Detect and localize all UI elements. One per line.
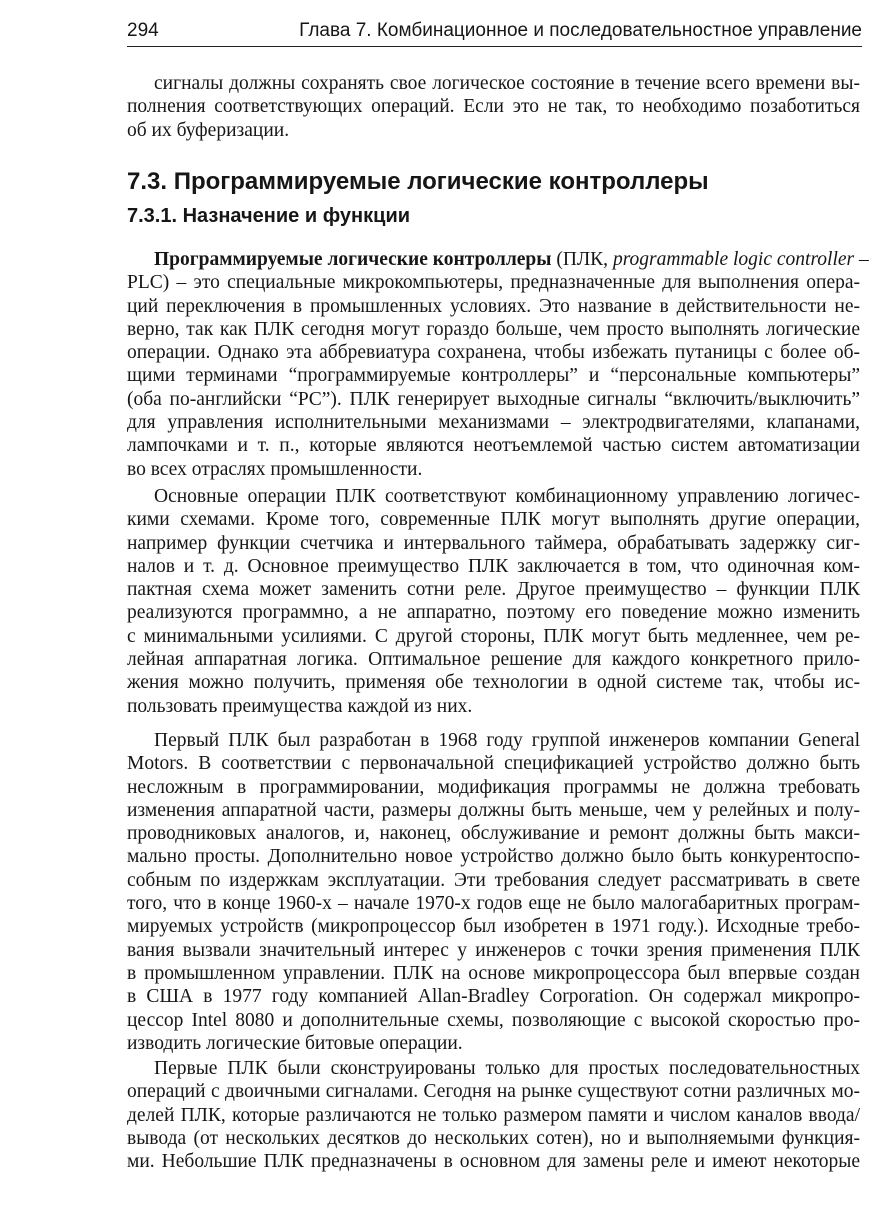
- paragraph-line: цессор Intel 8080 и дополнительные схемы, позволяющие с высокой скоростью про-: [127, 1009, 860, 1031]
- paragraph-line: мируемых устройств (микропроцессор был изобретен в 1971 году.). Исходные требо-: [127, 916, 860, 938]
- paragraph-line: например функции счетчика и интервального таймера, обрабатывать задержку сиг-: [127, 532, 860, 554]
- paragraph-line: мально просты. Дополнительно новое устройство должно было быть конкурентоспо-: [127, 846, 860, 868]
- paragraph-line: ми. Небольшие ПЛК предназначены в основном для замены реле и имеют некоторые: [127, 1151, 860, 1173]
- paragraph-line: изводить логические битовые операции.: [127, 1032, 463, 1054]
- section-heading: 7.3. Программируемые логические контроллеры: [127, 168, 709, 195]
- paragraph-line: проводниковых аналогов, и, наконец, обслуживание и ремонт должны быть макси-: [127, 823, 860, 845]
- paragraph-line: полнения соответствующих операций. Если это не так, то необходимо позаботиться: [127, 96, 860, 118]
- paragraph-line: об их буферизации.: [127, 119, 290, 141]
- paragraph-plc-definition: [127, 248, 869, 481]
- paragraph-line: ций переключения в промышленных условиях. Это название в действительности не-: [127, 295, 860, 317]
- paragraph-line: операций с двоичными сигналами. Сегодня на рынке существуют сотни различных мо-: [127, 1081, 860, 1103]
- text-span: –: [854, 249, 869, 270]
- paragraph-line: лейная аппаратная логика. Оптимальное решение для каждого конкретного прило-: [127, 649, 860, 671]
- subsection-heading: 7.3.1. Назначение и функции: [127, 205, 411, 227]
- running-title: Глава 7. Комбинационное и последовательностное управление: [299, 20, 862, 41]
- text-span: (ПЛК,: [551, 249, 613, 270]
- paragraph-line: во всех отраслях промышленности.: [127, 458, 423, 480]
- paragraph-line: реализуются программно, а не аппаратно, поэтому его поведение можно изменить: [127, 602, 860, 624]
- paragraph-first-plcs: [127, 1057, 860, 1173]
- paragraph-line: для управления исполнительными механизмами – электродвигателями, клапанами,: [127, 412, 860, 434]
- paragraph-line: с минимальными усилиями. С другой стороны, ПЛК могут быть медленнее, чем ре-: [127, 625, 860, 647]
- paragraph-continuation: [127, 72, 860, 142]
- paragraph-line: PLC) – это специальные микрокомпьютеры, предназначенные для выполнения опера-: [127, 272, 860, 294]
- paragraph-line: Motors. В соответствии с первоначальной спецификацией устройство должно быть: [127, 753, 860, 775]
- paragraph-line: сигналы должны сохранять свое логическое состояние в течение всего времени вы-: [154, 73, 860, 94]
- paragraph-line: (оба по-английски “PC”). ПЛК генерирует выходные сигналы “включить/выключить”: [127, 388, 860, 410]
- paragraph-line: кими схемами. Кроме того, современные ПЛК могут выполнять другие операции,: [127, 509, 860, 531]
- paragraph-line: несложным в программировании, модификация программы не должна требовать: [127, 776, 860, 798]
- paragraph-line: делей ПЛК, которые различаются не только размером памяти и числом каналов ввода/: [127, 1104, 860, 1126]
- paragraph-line: Первые ПЛК были сконструированы только для простых последовательностных: [154, 1058, 860, 1079]
- paragraph-line: лампочками и т. п., которые являются неотъемлемой частью систем автоматизации: [127, 435, 860, 457]
- term-italic: programmable logic controller: [612, 249, 855, 270]
- paragraph-basic-operations: [127, 485, 860, 718]
- paragraph-line: Первый ПЛК был разработан в 1968 году группой инженеров компании General: [154, 730, 860, 751]
- paragraph-line: Основные операции ПЛК соответствуют комбинационному управлению логичес-: [154, 486, 860, 507]
- paragraph-line: вания вызвали значительный интерес у инженеров с точки зрения применения ПЛК: [127, 939, 860, 961]
- paragraph-line: жения можно получить, применяя обе технологии в одной системе так, чтобы ис-: [127, 672, 860, 694]
- paragraph-line: щими терминами “программируемые контроллеры” и “персональные компьютеры”: [127, 365, 860, 387]
- paragraph-line: в промышленном управлении. ПЛК на основе микропроцессора был впервые создан: [127, 962, 860, 984]
- paragraph-line: пользовать преимущества каждой из них.: [127, 695, 473, 717]
- paragraph-line: налов и т. д. Основное преимущество ПЛК заключается в том, что одиночная ком-: [127, 555, 860, 577]
- paragraph-line: операции. Однако эта аббревиатура сохранена, чтобы избежать путаницы с более об-: [127, 342, 860, 364]
- paragraph-line: того, что в конце 1960-х – начале 1970-х годов еще не было малогабаритных програм-: [127, 893, 860, 915]
- paragraph-line: вывода (от нескольких десятков до нескольких сотен), но и выполняемыми функция-: [127, 1127, 860, 1149]
- paragraph-line: верно, так как ПЛК сегодня могут гораздо больше, чем просто выполнять логические: [127, 318, 860, 340]
- paragraph-history: [127, 729, 860, 1055]
- running-header: [127, 18, 862, 47]
- page-number: 294: [127, 20, 159, 41]
- paragraph-line: в США в 1977 году компанией Allan-Bradley Corporation. Он содержал микропро-: [127, 986, 860, 1008]
- paragraph-line: [127, 248, 869, 271]
- paragraph-line: изменения аппаратной части, размеры должны быть меньше, чем у релейных и полу-: [127, 799, 860, 821]
- term-bold: Программируемые логические контроллеры: [154, 249, 552, 270]
- paragraph-line: собным по издержкам эксплуатации. Эти требования следует рассматривать в свете: [127, 869, 860, 891]
- paragraph-line: пактная схема может заменить сотни реле. Другое преимущество – функции ПЛК: [127, 579, 860, 601]
